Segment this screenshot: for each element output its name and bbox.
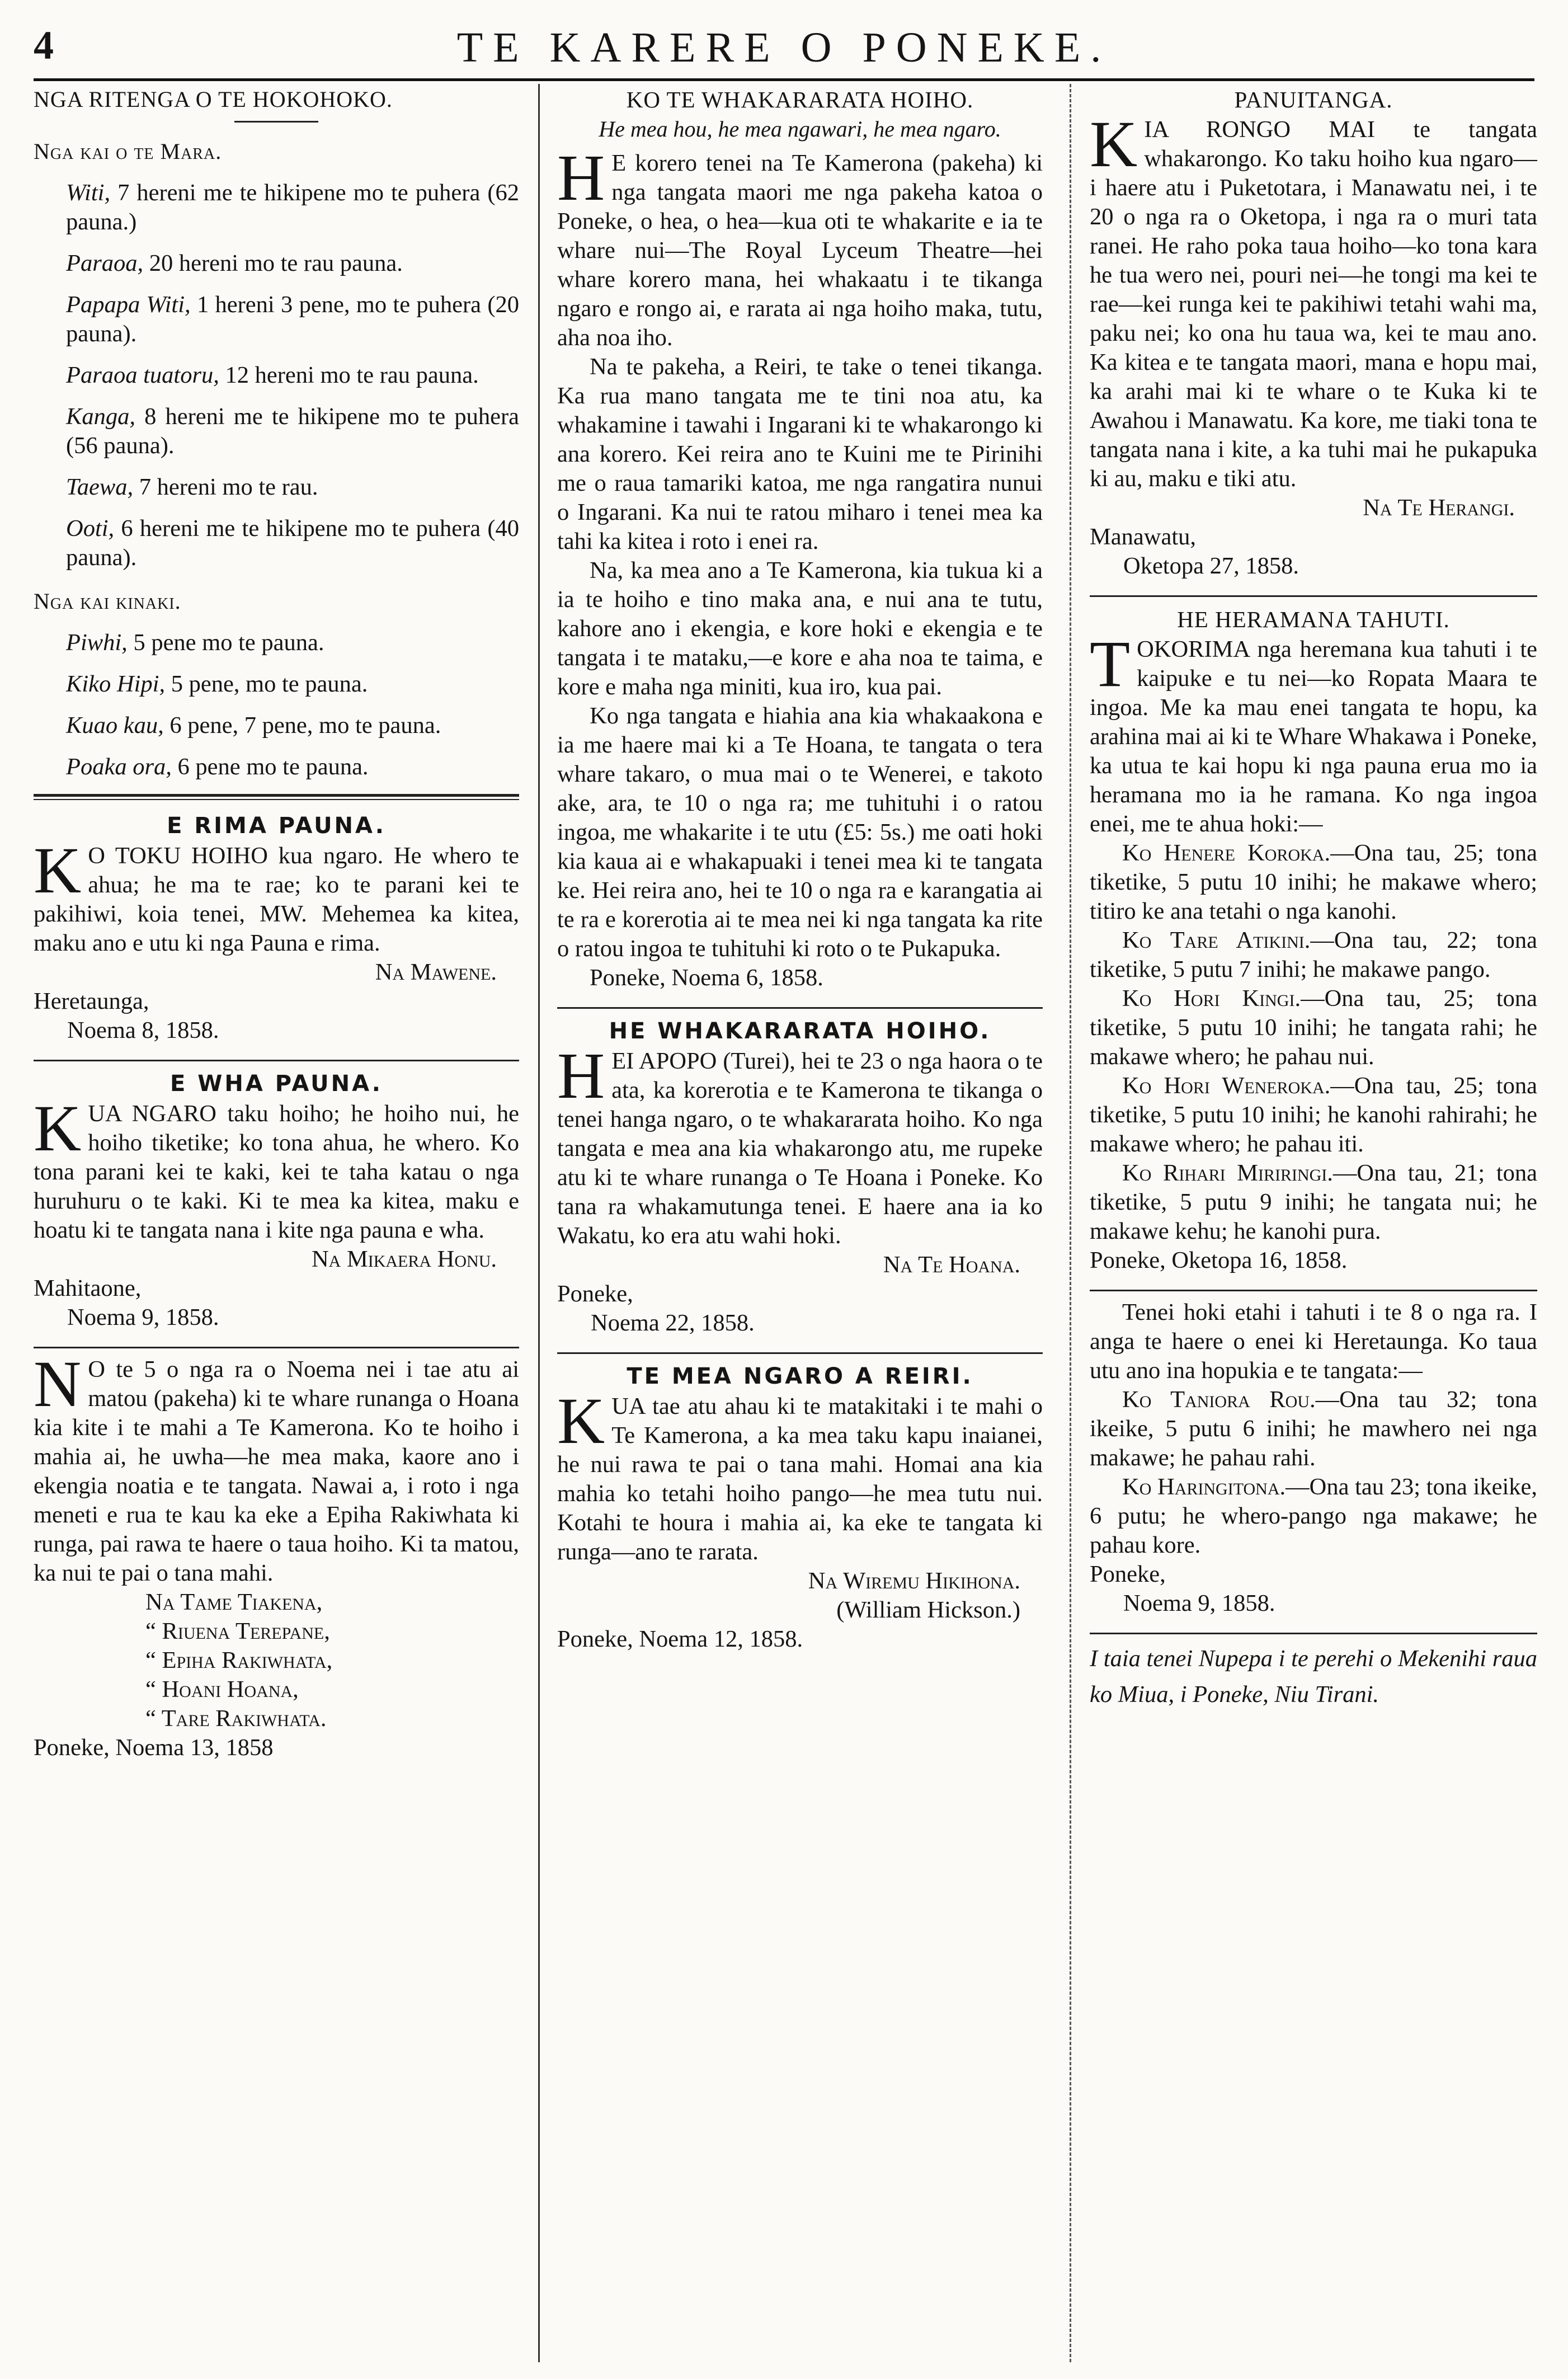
- price-item-text: 5 pene, mo te pauna.: [165, 671, 368, 697]
- price-item: [34, 628, 519, 657]
- article-paragraph: [557, 141, 1043, 352]
- price-item: [34, 514, 519, 572]
- newspaper-title: TE KARERE O PONEKE.: [456, 24, 1112, 71]
- article-heading: KO TE WHAKARARATA HOIHO.: [626, 87, 974, 112]
- price-item-name: Kuao kau,: [66, 712, 164, 739]
- horse-taming-article: [557, 84, 1043, 993]
- column-1: [34, 84, 519, 2362]
- section-divider: [34, 1347, 519, 1348]
- price-item-text: 20 hereni mo te rau pauna.: [143, 250, 403, 276]
- signature-name: “ Hoani Hoana,: [145, 1676, 299, 1703]
- notice-dateline: Poneke, Oketopa 16, 1858.: [1090, 1247, 1348, 1273]
- deserter-description: —Ona tau, 25; tona tiketike, 5 putu 10 inihi; he kanohi rahirahi; he makawe whero; he pahau iti.: [1090, 1073, 1537, 1157]
- price-item: [34, 473, 519, 502]
- notice-body: [1090, 627, 1537, 839]
- price-item: [34, 711, 519, 740]
- letter-heading: TE MEA NGARO A REIRI.: [627, 1364, 973, 1389]
- article-paragraph: Ko nga tangata e hiahia ana kia whakaakona e ia me haere mai ki a Te Hoana, te tangata o tera whare takaro, o mua mai o te Wenerei, e takoto ake, ara, te 10 o nga ra; me tuhituhi i o ratou ingoa, me whakarite i te utu (£5: 5s.) me oati hoki kia kaua ai e whakapuaki i tenei mea ki te tangata ke. Hei reira ano, hei te 10 o nga ra e karangatia ai te ra e korerotia ai te mea nei ki nga tangata ka rite o ratou ingoa te tuhituhi ki roto o te Pukapuka.: [557, 703, 1043, 962]
- printer-imprint: I taia tenei Nupepa i te perehi o Mekenihi raua ko Miua, i Poneke, Niu Tirani.: [1090, 1645, 1537, 1708]
- drop-cap: K: [1090, 107, 1138, 181]
- deserters-notice: [1090, 604, 1537, 1275]
- deserter-name: Ko Tare Atikini.: [1122, 927, 1311, 953]
- price-item-text: 1 hereni 3 pene, mo te puhera (20 pauna).: [66, 292, 519, 347]
- market-prices-heading: NGA RITENGA O TE HOKOHOKO.: [34, 87, 393, 112]
- reward-five-pounds-notice: [34, 810, 519, 1045]
- price-item-name: Paraoa tuatoru,: [66, 362, 219, 388]
- price-list-produce: [34, 178, 519, 572]
- section-heading: Nga kai o te Mara.: [34, 139, 222, 164]
- notice-text: O TOKU HOIHO kua ngaro. He whero te ahua; he ma te rae; ko te parani kei te pakihiwi, koia tenei, MW. Mehemea ka kitea, maku ano e utu ki nga Pauna e rima.: [34, 843, 519, 956]
- testimonial-notice: [34, 1347, 519, 1762]
- heading-rule: [234, 121, 318, 123]
- price-item-name: Piwhi,: [66, 629, 128, 656]
- notice-body: [557, 1039, 1043, 1250]
- additional-deserters-notice: [1090, 1298, 1537, 1618]
- letter-text: UA tae atu ahau ki te matakitaki i te mahi o Te Kamerona, a ka mea taku kapu inaianei, he nui rawa te pai o tana mahi. Homai ana kia mahia ko tetahi hoiho pango—he mea tutu nui. Kotahi te houra i mahia ai, ka eke te tangata ki runga—ano te rarata.: [557, 1393, 1043, 1565]
- drop-cap: K: [34, 834, 82, 907]
- article-subheading: He mea hou, he mea ngawari, he mea ngaro.: [599, 116, 1001, 142]
- signature-name: “ Tare Rakiwhata.: [145, 1705, 327, 1732]
- lost-horse-notice: [1090, 84, 1537, 581]
- price-item: [34, 178, 519, 237]
- deserter-entry: [1090, 1071, 1537, 1159]
- notice-body: [34, 1347, 519, 1588]
- notice-heading: HE HERAMANA TAHUTI.: [1177, 606, 1450, 632]
- masthead: [34, 20, 1534, 78]
- section-divider: [34, 794, 519, 800]
- notice-heading: E WHA PAUNA.: [170, 1071, 383, 1097]
- deserter-description: —Ona tau 32; tona ikeike, 5 putu 6 inihi; he mawhero nei nga makawe; he pahau rahi.: [1090, 1386, 1537, 1471]
- deserter-entry: [1090, 839, 1537, 926]
- deserter-name: Ko Haringitona.: [1122, 1474, 1286, 1500]
- price-item-name: Poaka ora,: [66, 754, 172, 780]
- price-item-name: Witi,: [66, 180, 111, 206]
- deserter-entry: [1090, 1385, 1537, 1473]
- notice-place: Heretaunga,: [34, 988, 149, 1014]
- deserter-description: —Ona tau, 21; tona tiketike, 5 putu 9 inihi; he tangata nui; he makawe kehu; he kanohi pura.: [1090, 1160, 1537, 1244]
- notice-heading: HE WHAKARARATA HOIHO.: [609, 1018, 991, 1044]
- deserter-description: —Ona tau, 25; tona tiketike, 5 putu 10 inihi; he makawe whero; titiro ke ana tetahi o nga kanohi.: [1090, 840, 1537, 924]
- signature-name: “ Riuena Terepane,: [145, 1618, 330, 1644]
- notice-date: Noema 8, 1858.: [67, 1017, 219, 1043]
- price-item-name: Ooti,: [66, 515, 115, 542]
- letter-signature: Na Wiremu Hikihona.: [808, 1568, 1020, 1594]
- article-dateline: Poneke, Noema 6, 1858.: [590, 965, 823, 991]
- drop-cap: K: [34, 1092, 82, 1165]
- column-3: [1090, 84, 1537, 2362]
- notice-place: Poneke,: [1090, 1561, 1166, 1587]
- price-item-text: 6 pene, 7 pene, mo te pauna.: [163, 712, 441, 739]
- column-rule-2: [1070, 84, 1071, 2362]
- signature-name: Na Tame Tiakena,: [145, 1589, 323, 1615]
- deserter-entry: [1090, 1473, 1537, 1560]
- price-item-text: 7 hereni mo te rau.: [133, 474, 318, 500]
- deserter-description: —Ona tau, 22; tona tiketike, 5 putu 7 inihi; he makawe pango.: [1090, 927, 1537, 982]
- section-divider: [1090, 595, 1537, 597]
- letter-signature-english: (William Hickson.): [836, 1597, 1020, 1623]
- notice-date: Noema 9, 1858.: [67, 1304, 219, 1330]
- notice-signature: Na Mawene.: [375, 959, 497, 985]
- price-item: [34, 249, 519, 278]
- price-item-text: 6 pene mo te pauna.: [171, 754, 369, 780]
- drop-cap: K: [557, 1384, 605, 1458]
- notice-signature: Na Te Herangi.: [1363, 495, 1515, 521]
- price-item-name: Paraoa,: [66, 250, 144, 276]
- section-divider: [557, 1352, 1043, 1354]
- price-item: [34, 402, 519, 460]
- section-divider: [1090, 1633, 1537, 1634]
- column-2: [557, 84, 1043, 2362]
- notice-text: UA NGARO taku hoiho; he hoiho nui, he hoiho tiketike; ko tona ahua, he whero. Ko tona parani kei te kaki, kei te taha katau o nga huruhuru o te kaki. Ki te mea ka kitea, maku e hoatu ki te tangata nana i kite nga pauna e wha.: [34, 1101, 519, 1243]
- article-paragraph: Na te pakeha, a Reiri, te take o tenei tikanga. Ka rua mano tangata me te tini noa atu, ka whakamine i tawahi i Ingarani ki te whakarongo ki ana korero. Kei reira ano te Kuini me te Pirinihi me o raua tamariki katoa, me nga rangatira nunui o Ingarani. Ka nui te ratou miharo i tenei mea ka tahi ka kitea i roto i enei ra.: [557, 354, 1043, 554]
- deserter-entry: [1090, 926, 1537, 984]
- notice-text: OKORIMA nga heremana kua tahuti i te kaipuke e tu nei—ko Ropata Maara te ingoa. Me ka mau enei tangata te hopu, ka arahina mai ai ki te Whare Whakawa i Poneke, ka utua te kai hopu ki nga pauna erua mo ia heramana mo ia he ramana. Ko nga ingoa enei, me te ahua hoki:—: [1090, 636, 1537, 837]
- notice-heading: PANUITANGA.: [1234, 87, 1393, 112]
- paragraph-text: E korero tenei na Te Kamerona (pakeha) ki nga tangata maori me nga pakeha katoa o Poneke, o hea, o hea—kua oti te whakarite e ia te whare nui—The Royal Lyceum Theatre—hei whare korero mana, hei whakaatu i te tikanga ngaro e rongo ai, e rarata ai nga hoiho maka, tutu, aha noa iho.: [557, 150, 1043, 351]
- column-rule-1: [538, 84, 540, 2362]
- deserter-entry: [1090, 1159, 1537, 1246]
- notice-text: EI APOPO (Turei), hei te 23 o nga haora o te ata, ka korerotia e te Kamerona te tikanga o tenei hanga ngaro, o te whakararata hoiho. Ko nga tangata e mea ana kia whakarongo atu, me rupeke atu ki te whare runanga o Te Hoana i Poneke. Ko tana ra whakamutunga tenei. E haere ana ia ko Wakatu, ko era atu wahi hoki.: [557, 1048, 1043, 1249]
- deserter-description: —Ona tau 23; tona ikeike, 6 putu; he whero-pango nga makawe; he pahau kore.: [1090, 1474, 1537, 1558]
- deserter-name: Ko Taniora Rou.: [1122, 1386, 1316, 1413]
- notice-date: Oketopa 27, 1858.: [1123, 553, 1299, 579]
- notice-signature: Na Te Hoana.: [883, 1252, 1020, 1278]
- signature-name: “ Epiha Rakiwhata,: [145, 1647, 333, 1673]
- deserter-name: Ko Hori Kingi.: [1122, 985, 1301, 1012]
- price-item: [34, 753, 519, 782]
- signature-list: [34, 1588, 519, 1733]
- notice-place: Manawatu,: [1090, 524, 1197, 550]
- drop-cap: N: [34, 1347, 82, 1421]
- deserter-name: Ko Rihari Miriringi.: [1122, 1160, 1333, 1186]
- letter-body: [557, 1384, 1043, 1567]
- price-item-name: Papapa Witi,: [66, 292, 191, 318]
- reward-four-pounds-notice: [34, 1068, 519, 1332]
- notice-date: Noema 22, 1858.: [591, 1310, 755, 1336]
- letter-dateline: Poneke, Noema 12, 1858.: [557, 1626, 803, 1652]
- notice-text: O te 5 o nga ra o Noema nei i tae atu ai matou (pakeha) ki te whare runanga o Hoana kia kite i te mahi a Te Kamerona. Ko te hoiho i mahia ai, he uwha—he mea maka, kaore ano i ekengia noatia e te tangata. Nawai a, i roto i nga meneti e rua te kau ka eke a Epiha Rakiwhata ki runga, pai rawa te haere o taua hoiho. Ki ta matou, ka nui te pai o tana mahi.: [34, 1356, 519, 1586]
- notice-intro: Tenei hoki etahi i tahuti i te 8 o nga ra. I anga te haere o enei ki Heretaunga. Ko taua utu ano ina hopukia e te tangata:—: [1090, 1299, 1537, 1384]
- section-divider: [1090, 1290, 1537, 1291]
- notice-body: [34, 1092, 519, 1245]
- price-item-name: Kanga,: [66, 403, 135, 430]
- drop-cap: H: [557, 1039, 605, 1112]
- section-divider: [557, 1007, 1043, 1009]
- price-item-name: Taewa,: [66, 474, 134, 500]
- notice-text: IA RONGO MAI te tangata whakarongo. Ko taku hoiho kua ngaro—i haere atu i Puketotara, i Manawatu nei, i te 20 o nga ra o Oketopa, i nga ra o muri tata ranei. He raho poka taua hoiho—ko tona kara he tua wero nei, pouri nei—he tongi ma kei te rae—kei runga kei te pakihiwi tetahi wahi ma, paku nei; ko ona hu taua wa, kei te mau ano. Ka kitea e te tangata maori, mana e hopu mai, ka arahi mai ki te whare o te Kuka ki te Awahou i Manawatu. Ka kore, me tiaki tona te tangata nana i kite, a ka tuhi mai he pukapuka ki au, maku e tiki atu.: [1090, 116, 1537, 492]
- section-divider: [34, 1060, 519, 1061]
- price-item: [34, 670, 519, 699]
- deserter-description: —Ona tau, 25; tona tiketike, 5 putu 10 inihi; he tangata rahi; he makawe whero; he pahau nui.: [1090, 985, 1537, 1070]
- notice-heading: E RIMA PAUNA.: [167, 813, 386, 839]
- price-item: [34, 361, 519, 390]
- page-number: 4: [34, 23, 54, 68]
- section-heading: Nga kai kinaki.: [34, 589, 181, 614]
- notice-date: Noema 9, 1858.: [1123, 1590, 1275, 1616]
- deserter-entry: [1090, 984, 1537, 1071]
- drop-cap: T: [1090, 627, 1131, 700]
- deserter-name: Ko Henere Koroka.: [1122, 840, 1331, 866]
- notice-place: Poneke,: [557, 1281, 633, 1307]
- notice-body: [1090, 107, 1537, 493]
- price-list-meat: [34, 628, 519, 782]
- article-paragraph: Na, ka mea ano a Te Kamerona, kia tukua ki a ia te hoiho e tino maka ana, e nui ana te tutu, kahore ano i ekengia, e kore hoki e ekengia e te tangata i te mataku,—e kore e aha noa te taima, e kore e maha nga miniti, kua iro, kua pai.: [557, 557, 1043, 700]
- notice-place: Mahitaone,: [34, 1275, 142, 1301]
- price-item-text: 5 pene mo te pauna.: [127, 629, 324, 656]
- drop-cap: H: [557, 141, 605, 214]
- deserter-name: Ko Hori Weneroka.: [1122, 1073, 1331, 1099]
- masthead-rule: [34, 78, 1534, 81]
- price-item-name: Kiko Hipi,: [66, 671, 166, 697]
- price-item-text: 6 hereni me te hikipene mo te puhera (40 pauna).: [66, 515, 519, 571]
- notice-body: [34, 834, 519, 958]
- price-item-text: 7 hereni me te hikipene mo te puhera (62 pauna.): [66, 180, 519, 235]
- price-item-text: 8 hereni me te hikipene mo te puhera (56 pauna).: [66, 403, 519, 459]
- notice-signature: Na Mikaera Honu.: [311, 1246, 497, 1272]
- price-item-text: 12 hereni mo te rau pauna.: [219, 362, 479, 388]
- demonstration-notice: [557, 1015, 1043, 1338]
- market-prices-article: [34, 84, 519, 782]
- price-item: [34, 290, 519, 349]
- notice-dateline: Poneke, Noema 13, 1858: [34, 1734, 274, 1761]
- rarey-secret-letter: [557, 1361, 1043, 1654]
